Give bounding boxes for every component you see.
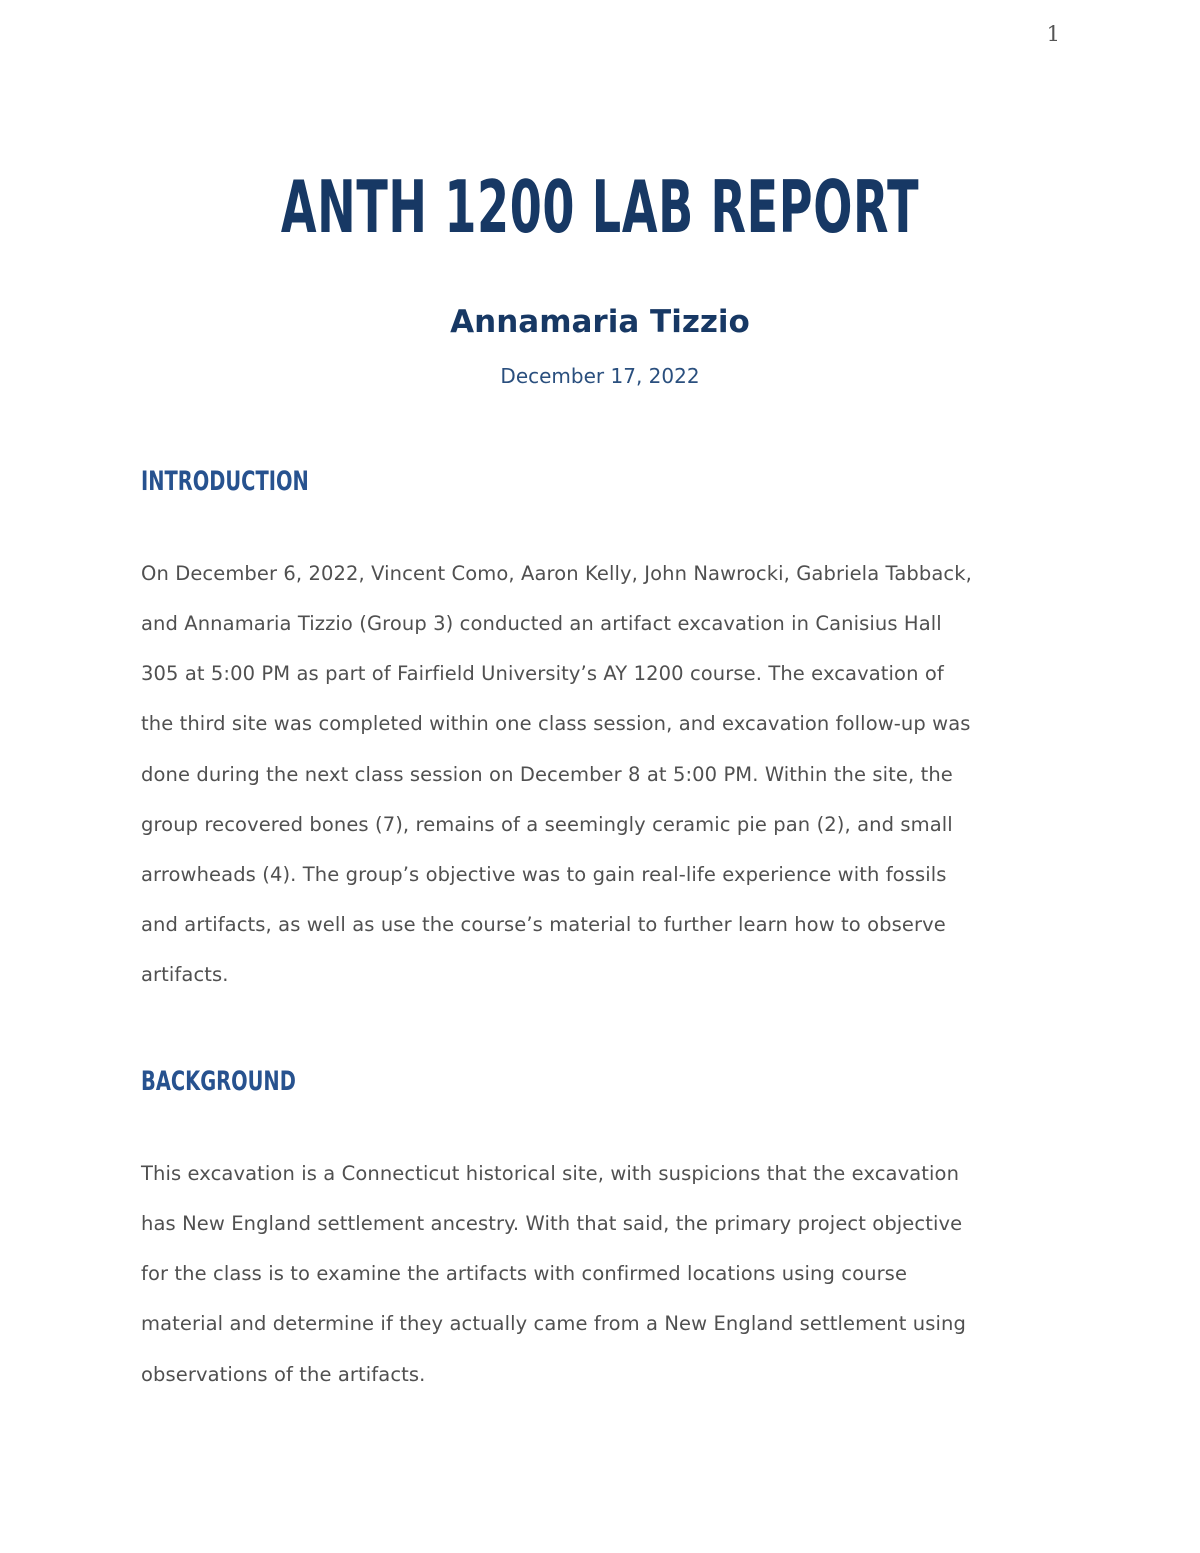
paragraph-line: group recovered bones (7), remains of a seemingly ceramic pie pan (2), and small [141, 813, 953, 836]
paragraph-line: 305 at 5:00 PM as part of Fairfield University’s AY 1200 course. The excavation of [141, 662, 944, 685]
document-title: ANTH 1200 LAB REPORT [280, 165, 920, 249]
paragraph-line: observations of the artifacts. [141, 1363, 426, 1386]
paragraph-line: arrowheads (4). The group’s objective was to gain real-life experience with fossils [141, 863, 947, 886]
paragraph-line: the third site was completed within one class session, and excavation follow-up was [141, 712, 971, 735]
paragraph-line: and Annamaria Tizzio (Group 3) conducted an artifact excavation in Canisius Hall [141, 612, 942, 635]
paragraph-line: material and determine if they actually came from a New England settlement using [141, 1312, 966, 1335]
document-author: Annamaria Tizzio [450, 304, 750, 340]
page-number: 1 [1046, 22, 1060, 46]
paragraph-line: done during the next class session on December 8 at 5:00 PM. Within the site, the [141, 763, 953, 786]
document-date: December 17, 2022 [500, 364, 700, 388]
paragraph-line: and artifacts, as well as use the course’s material to further learn how to observe [141, 913, 946, 936]
section-heading-background: BACKGROUND [141, 1066, 296, 1097]
paragraph-line: artifacts. [141, 963, 229, 986]
paragraph-line: On December 6, 2022, Vincent Como, Aaron Kelly, John Nawrocki, Gabriela Tabback, [141, 562, 972, 585]
section-heading-introduction: INTRODUCTION [141, 466, 309, 497]
paragraph-line: has New England settlement ancestry. With that said, the primary project objective [141, 1212, 963, 1235]
paragraph-line: for the class is to examine the artifacts with confirmed locations using course [141, 1262, 908, 1285]
paragraph-line: This excavation is a Connecticut historical site, with suspicions that the excavation [141, 1162, 960, 1185]
